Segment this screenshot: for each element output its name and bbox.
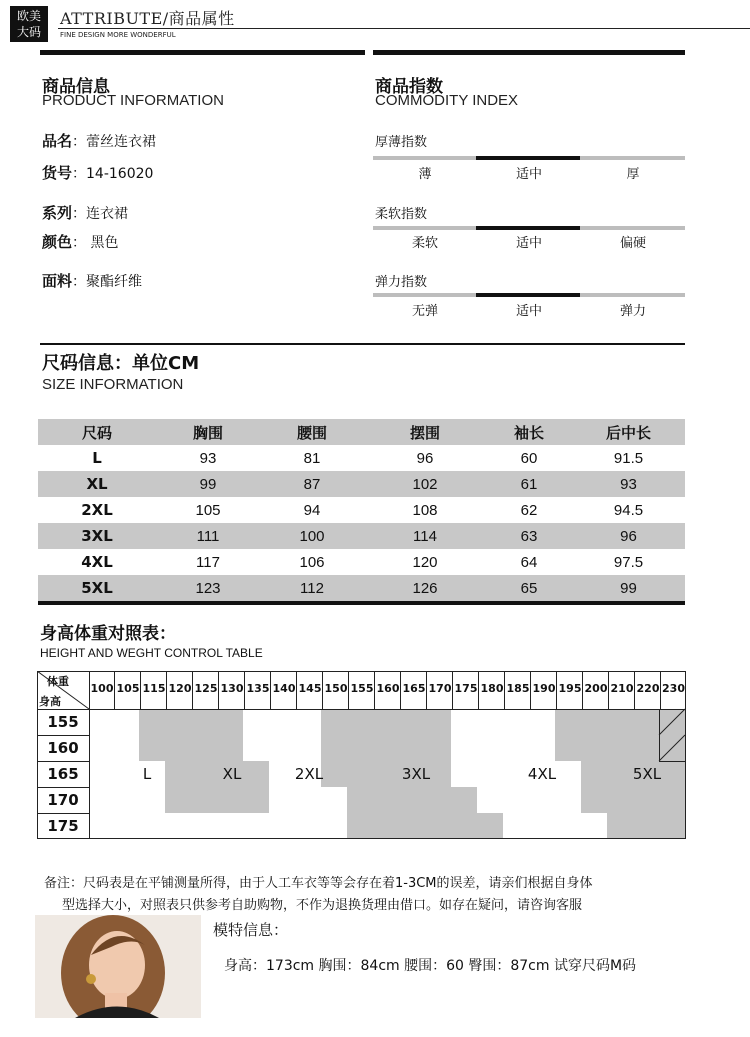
index-option: 无弹	[411, 304, 438, 319]
size-cell: 5XL	[81, 579, 113, 597]
note-line-2: 型选择大小，对照表只供参考自助购物，不作为退换货理由借口。如存在疑问，请咨询客服	[62, 898, 583, 913]
field-name: 品名：蕾丝连衣裙	[42, 132, 157, 150]
hw-height: 165	[47, 765, 79, 783]
table-cell: 106	[299, 553, 325, 571]
table-cell: 108	[412, 501, 438, 519]
table-cell: 120	[412, 553, 438, 571]
header-title: ATTRIBUTE/商品属性	[60, 9, 235, 28]
table-cell: 94.5	[613, 501, 644, 519]
model-stats: 身高：173cm 胸围：84cm 腰围：60 臀围：87cm 试穿尺码M码	[224, 958, 637, 974]
field-label: 货号	[42, 164, 73, 182]
table-cell: 100	[299, 527, 325, 545]
table-cell: 97.5	[613, 553, 644, 571]
size-title: 尺码信息：单位CM	[42, 353, 200, 374]
col-header: 袖长	[513, 423, 544, 442]
field-fabric: 面料：聚酯纤维	[42, 272, 143, 290]
hw-weight: 185	[506, 682, 530, 695]
col-header: 后中长	[605, 423, 651, 442]
logo-line-2: 大码	[16, 25, 41, 39]
field-color: 颜色： 黑色	[42, 233, 119, 251]
table-cell: 65	[520, 579, 538, 597]
table-cell: 123	[195, 579, 221, 597]
table-cell: 93	[620, 475, 637, 493]
model-title: 模特信息：	[213, 921, 289, 939]
brand-logo	[10, 6, 48, 42]
hw-weight: 210	[610, 682, 634, 695]
size-cell: XL	[86, 475, 108, 493]
hw-weight: 175	[454, 682, 478, 695]
table-cell: 94	[303, 501, 321, 519]
hw-height: 160	[47, 739, 79, 757]
field-value: 聚酯纤维	[86, 274, 143, 290]
size-cell: L	[92, 449, 102, 467]
commodity-title: 商品指数	[375, 77, 443, 97]
table-cell: 126	[412, 579, 438, 597]
col-header: 腰围	[296, 423, 327, 442]
field-label: 品名	[42, 132, 73, 150]
index-softness-marker	[476, 226, 580, 230]
hw-weight: 160	[376, 682, 400, 695]
field-label: 系列	[42, 204, 73, 222]
table-cell: 99	[199, 475, 217, 493]
hw-weight: 125	[194, 682, 218, 695]
hw-weight: 170	[428, 682, 452, 695]
size-table-bottom-bar	[38, 601, 685, 605]
index-option: 偏硬	[619, 236, 646, 251]
field-label: 面料	[42, 272, 73, 290]
table-row	[38, 549, 685, 575]
note-line-1: 备注：尺码表是在平铺测量所得，由于人工车衣等等会存在着1-3CM的误差，请亲们根据自身体	[44, 876, 593, 891]
commodity-title-en: COMMODITY INDEX	[375, 92, 519, 109]
table-cell: 60	[520, 449, 538, 467]
table-cell: 91.5	[613, 449, 644, 467]
table-row	[38, 497, 685, 523]
hw-weight: 100	[90, 682, 114, 695]
top-bar-left	[40, 50, 365, 55]
hw-size-label: 3XL	[401, 765, 431, 783]
model-photo	[35, 915, 201, 1018]
size-section-divider	[40, 343, 685, 345]
hw-size-label: XL	[222, 765, 242, 783]
size-cell: 3XL	[81, 527, 113, 545]
size-table-header	[38, 419, 685, 445]
hw-weight: 140	[272, 682, 296, 695]
table-cell: 81	[303, 449, 321, 467]
table-cell: 105	[195, 501, 221, 519]
top-bar-right	[373, 50, 685, 55]
index-option: 适中	[515, 304, 542, 319]
hw-weight: 220	[636, 682, 660, 695]
product-title: 商品信息	[42, 77, 110, 97]
hw-title: 身高体重对照表：	[40, 624, 176, 644]
hw-weight: 150	[324, 682, 348, 695]
hw-corner-height: 身高	[39, 695, 61, 708]
table-cell: 96	[620, 527, 637, 545]
table-cell: 117	[196, 553, 220, 571]
hw-table	[37, 671, 686, 839]
field-sku: 货号：14-16020	[42, 164, 154, 182]
table-cell: 96	[416, 449, 434, 467]
size-cell: 4XL	[81, 553, 113, 571]
table-row	[38, 523, 685, 549]
hw-title-en: HEIGHT AND WEGHT CONTROL TABLE	[40, 646, 263, 660]
hw-weight: 115	[142, 682, 166, 695]
product-title-en: PRODUCT INFORMATION	[42, 92, 224, 109]
field-value: 蕾丝连衣裙	[86, 134, 157, 150]
col-header: 尺码	[81, 423, 112, 442]
hw-size-label: 4XL	[527, 765, 557, 783]
field-value: 14-16020	[86, 166, 154, 182]
table-row	[38, 575, 685, 601]
index-option: 弹力	[619, 304, 646, 319]
table-cell: 112	[300, 579, 324, 597]
hw-height: 155	[47, 713, 79, 731]
hw-weight: 155	[350, 682, 374, 695]
index-option: 厚	[626, 167, 640, 182]
header-divider	[58, 28, 750, 29]
hw-weight: 190	[532, 682, 556, 695]
table-cell: 93	[199, 449, 217, 467]
size-cell: 2XL	[81, 501, 113, 519]
index-option: 适中	[515, 236, 542, 251]
logo-line-1: 欧美	[16, 9, 41, 23]
index-elasticity-title: 弹力指数	[375, 275, 428, 290]
field-series: 系列：连衣裙	[42, 204, 129, 222]
header-subtitle: FINE DESIGN MORE WONDERFUL	[60, 31, 176, 39]
field-label: 颜色	[42, 233, 73, 251]
hw-weight: 105	[116, 682, 140, 695]
hw-weight: 135	[246, 682, 270, 695]
table-cell: 114	[413, 527, 437, 545]
index-softness-title: 柔软指数	[375, 207, 428, 222]
hw-weight: 165	[402, 682, 426, 695]
hw-weight: 200	[584, 682, 608, 695]
hw-height: 170	[47, 791, 79, 809]
table-cell: 61	[520, 475, 538, 493]
index-option: 柔软	[411, 236, 438, 251]
col-header: 摆围	[409, 423, 440, 442]
table-cell: 111	[196, 527, 220, 545]
table-cell: 63	[520, 527, 538, 545]
hw-size-label: L	[142, 765, 152, 783]
index-thickness-title: 厚薄指数	[375, 135, 428, 150]
hw-size-label: 5XL	[632, 765, 662, 783]
table-row	[38, 445, 685, 471]
table-cell: 87	[303, 475, 321, 493]
table-cell: 64	[520, 553, 538, 571]
hw-weight: 230	[662, 682, 685, 695]
index-thickness-marker	[476, 156, 580, 160]
table-cell: 102	[412, 475, 438, 493]
field-value: 黑色	[90, 235, 119, 251]
index-option: 适中	[515, 167, 542, 182]
model-photo-illustration	[35, 915, 201, 1018]
size-title-en: SIZE INFORMATION	[42, 376, 184, 393]
hw-weight: 195	[558, 682, 582, 695]
hw-height: 175	[47, 817, 79, 835]
hw-weight: 130	[220, 682, 244, 695]
hw-size-label: 2XL	[294, 765, 324, 783]
hw-corner-weight: 体重	[47, 675, 69, 688]
hw-weight: 180	[480, 682, 504, 695]
table-cell: 62	[520, 501, 538, 519]
table-row	[38, 471, 685, 497]
table-cell: 99	[620, 579, 637, 597]
col-header: 胸围	[192, 423, 223, 442]
field-value: 连衣裙	[86, 206, 129, 222]
hw-weight: 120	[168, 682, 192, 695]
index-elasticity-marker	[476, 293, 580, 297]
index-option: 薄	[418, 167, 432, 182]
size-table	[38, 419, 685, 601]
hw-weight: 145	[298, 682, 322, 695]
